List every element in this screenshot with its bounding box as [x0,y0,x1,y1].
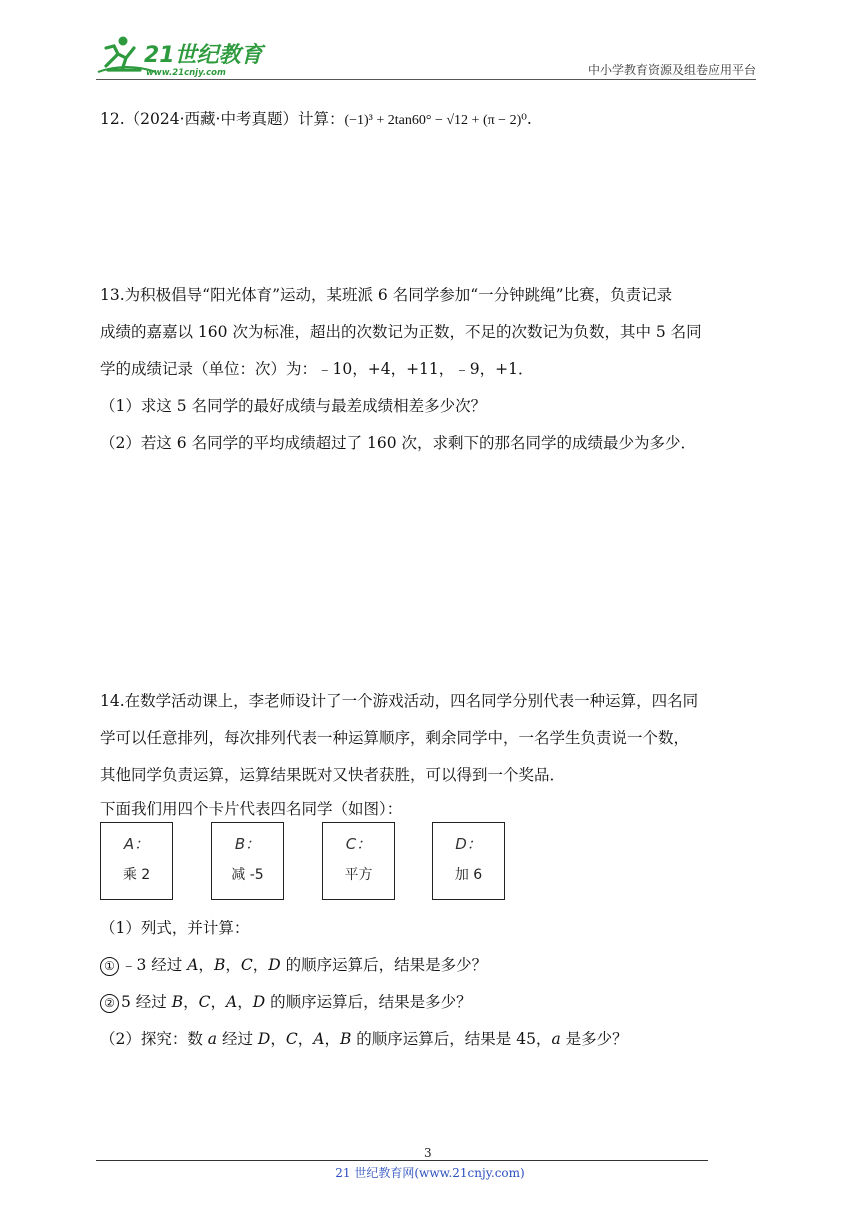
page-number: 3 [424,1146,432,1160]
question-13 [100,277,765,462]
sep: ， [252,956,269,974]
var: C [198,993,211,1011]
q14-line: 其他同学负责运算，运算结果既对又快者获胜，可以得到一个奖品． [100,766,566,784]
q14-item-2 [100,984,765,1021]
q14-item-1 [100,947,765,984]
card-letter: B： [234,835,261,853]
card-operation: 乘 2 [122,867,151,883]
var: C [240,956,253,974]
text: 的顺序运算后，结果是多少？ [280,956,488,974]
q13-part-1: （1）求这 5 名同学的最好成绩与最差成绩相差多少次？ [100,397,487,415]
card-operation: 加 6 [454,867,483,883]
logo-text: 21世纪教育 [144,43,263,68]
question-12 [100,101,765,139]
sep: ， [210,993,227,1011]
var: D [268,956,281,974]
var: A [187,956,199,974]
card-b [211,822,284,900]
question-14 [100,683,765,824]
q14-line: 学可以任意排列，每次排列代表一种运算顺序，剩余同学中，一名学生负责说一个数， [100,729,690,747]
q14-line: 14.在数学活动课上，李老师设计了一个游戏活动，四名同学分别代表一种运算，四名同 [100,692,699,710]
var: C [285,1030,298,1048]
card-operation: 平方 [344,867,373,883]
card-d [432,822,505,900]
footer-divider [96,1160,708,1161]
q12-prefix: 12.（2024·西藏·中考真题）计算： [100,110,345,128]
text: 的顺序运算后，结果是多少？ [265,993,472,1011]
site-logo [96,32,266,78]
q12-expression: (−1)³ + 2tan60° − √12 + (π − 2)⁰ [344,113,527,128]
footer-source-link[interactable]: 21 世纪教育网(www.21cnjy.com) [335,1166,525,1180]
sep: ， [183,993,199,1011]
card-c [322,822,395,900]
sep: ， [237,993,253,1011]
text: ﹣3 经过 [121,956,188,974]
card-letter: D： [455,835,482,853]
sep: ， [324,1030,340,1048]
q13-line: 成绩的嘉嘉以 160 次为标准，超出的次数记为正数，不足的次数记为负数，其中 5 名同 [100,323,702,341]
card-letter: C： [345,835,372,853]
var: D [257,1030,271,1048]
card-a [100,822,173,900]
text: 的顺序运算后，结果是 45， [351,1030,552,1048]
q12-suffix: . [526,110,532,128]
sep: ， [198,956,214,974]
card-operation: 减 -5 [231,867,264,883]
q13-line: 学的成绩记录（单位：次）为：﹣10，+4，+11，﹣9，+1． [100,360,534,378]
var: D [252,993,266,1011]
var: A [226,993,238,1011]
q14-line: 下面我们用四个卡片代表四名同学（如图）： [100,800,403,818]
q14-part-2 [100,1021,765,1058]
text: 是多少？ [560,1030,628,1048]
circled-one-icon: ① [100,957,119,976]
text: （2）探究：数 [100,1030,208,1048]
header-divider [96,79,756,80]
q14-part-1-label: （1）列式，并计算： [100,919,250,937]
var: a [207,1030,218,1048]
text: 5 经过 [121,993,172,1011]
var: a [551,1030,561,1048]
var: A [313,1030,325,1048]
var: B [171,993,184,1011]
q13-line: 13.为积极倡导“阳光体育”运动，某班派 6 名同学参加“一分钟跳绳”比赛，负责记录 [100,286,673,304]
header-platform-text: 中小学教育资源及组卷应用平台 [587,63,756,77]
var: B [213,956,226,974]
logo-url: www.21cnjy.com [146,68,226,78]
sep: ， [297,1030,314,1048]
q14-parts [100,910,765,1058]
q13-part-2: （2）若这 6 名同学的平均成绩超过了 160 次，求剩下的那名同学的成绩最少为多少． [100,434,697,452]
text: 经过 [217,1030,258,1048]
card-letter: A： [123,835,150,853]
circled-two-icon: ② [100,994,119,1013]
var: B [339,1030,352,1048]
sep: ， [225,956,241,974]
sep: ， [270,1030,286,1048]
